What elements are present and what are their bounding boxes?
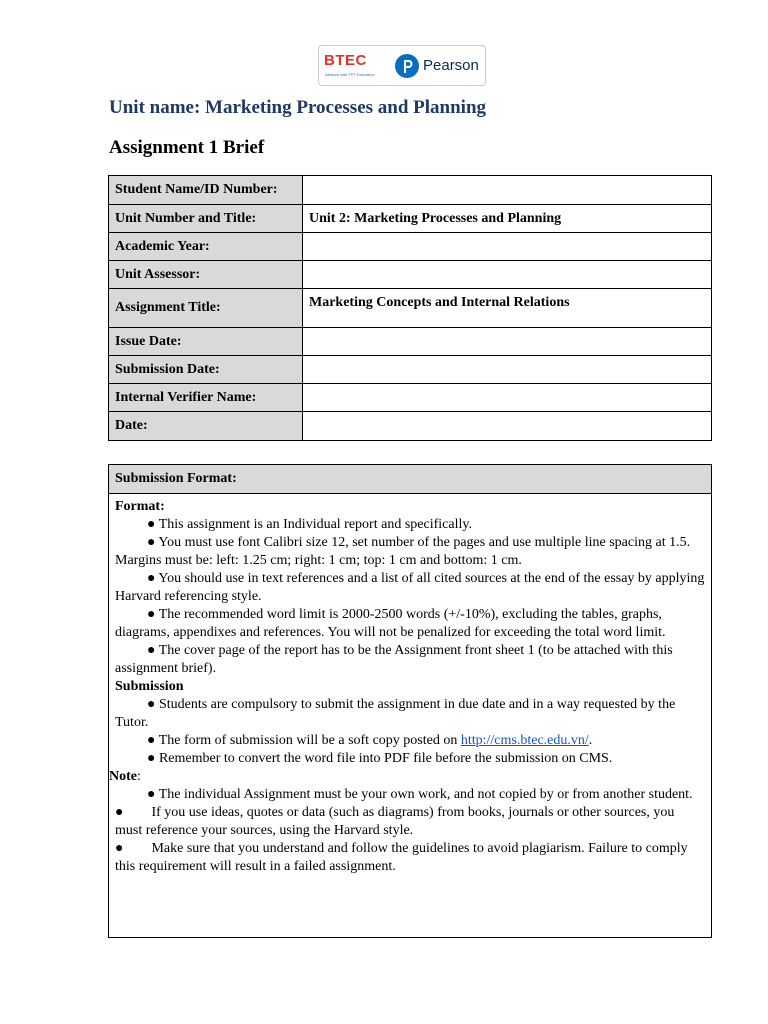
submission-title: Submission (115, 679, 184, 694)
field-value (303, 233, 712, 261)
field-label: Unit Assessor: (109, 261, 303, 289)
list-item: ● This assignment is an Individual report and specifically. (147, 517, 472, 532)
table-row (109, 384, 712, 412)
pearson-logo-icon (395, 54, 419, 78)
field-value (303, 356, 712, 384)
list-item: ● You should use in text references and a list of all cited sources at the end of the essay by applying Harvard referencing style. (115, 571, 705, 604)
field-value (303, 412, 712, 441)
table-row (109, 205, 712, 233)
note-colon: : (137, 769, 141, 784)
field-label: Academic Year: (109, 233, 303, 261)
cms-link[interactable]: http://cms.btec.edu.vn/ (460, 733, 589, 748)
table-row (109, 261, 712, 289)
btec-logo: BTEC (324, 52, 367, 69)
brief-heading: Assignment 1 Brief (109, 137, 265, 158)
field-label: Assignment Title: (109, 289, 303, 328)
table-row (109, 328, 712, 356)
list-item: ● The recommended word limit is 2000-2500 words (+/-10%), excluding the tables, graphs, diagrams, appendixes and references. You will not be penalized for exceeding the total word limit. (115, 607, 666, 640)
unit-heading: Unit name: Marketing Processes and Planning (109, 97, 487, 118)
table-row (109, 289, 712, 328)
list-item: ● The individual Assignment must be your own work, and not copied by or from another student. (147, 787, 693, 802)
field-label: Unit Number and Title: (109, 205, 303, 233)
field-value (303, 176, 712, 205)
list-item-text: . (588, 733, 593, 748)
assignment-info-table (108, 175, 712, 441)
list-item-text: ● The form of submission will be a soft copy posted on (147, 733, 461, 748)
field-value (303, 261, 712, 289)
logo-banner (318, 45, 486, 86)
list-item: ● You must use font Calibri size 12, set number of the pages and use multiple line spacing at 1.5. Margins must be: left: 1.25 cm; right: 1 cm; top: 1 cm and bottom: 1 cm. (115, 535, 691, 568)
field-label: Student Name/ID Number: (109, 176, 303, 205)
field-label: Date: (109, 412, 303, 441)
submission-format-body (109, 494, 711, 876)
list-item (115, 732, 705, 750)
list-item: ● Remember to convert the word file into PDF file before the submission on CMS. (147, 751, 613, 766)
submission-format-box (108, 464, 712, 938)
field-value: Unit 2: Marketing Processes and Planning (303, 205, 712, 233)
field-value (303, 328, 712, 356)
table-row (109, 356, 712, 384)
note-title: Note (109, 769, 137, 784)
table-row (109, 233, 712, 261)
note-title-line (109, 768, 705, 786)
btec-tagline: Alliance with FPT Education (325, 72, 375, 77)
list-item: ● Students are compulsory to submit the assignment in due date and in a way requested by the Tutor. (115, 697, 676, 730)
list-item: ● If you use ideas, quotes or data (such as diagrams) from books, journals or other sources, you must reference your sources, using the Harvard style. (115, 805, 678, 838)
field-label: Internal Verifier Name: (109, 384, 303, 412)
list-item: ● The cover page of the report has to be the Assignment front sheet 1 (to be attached with this assignment brief). (115, 643, 673, 676)
table-row (109, 176, 712, 205)
list-item: ● Make sure that you understand and follow the guidelines to avoid plagiarism. Failure to comply this requirement will result in a failed assignment. (115, 841, 692, 874)
field-label: Submission Date: (109, 356, 303, 384)
submission-format-header: Submission Format: (109, 465, 711, 494)
format-title: Format: (115, 499, 165, 514)
field-label: Issue Date: (109, 328, 303, 356)
pearson-logo-text: Pearson (423, 57, 479, 74)
field-value (303, 384, 712, 412)
field-value: Marketing Concepts and Internal Relations (303, 289, 712, 328)
table-row (109, 412, 712, 441)
